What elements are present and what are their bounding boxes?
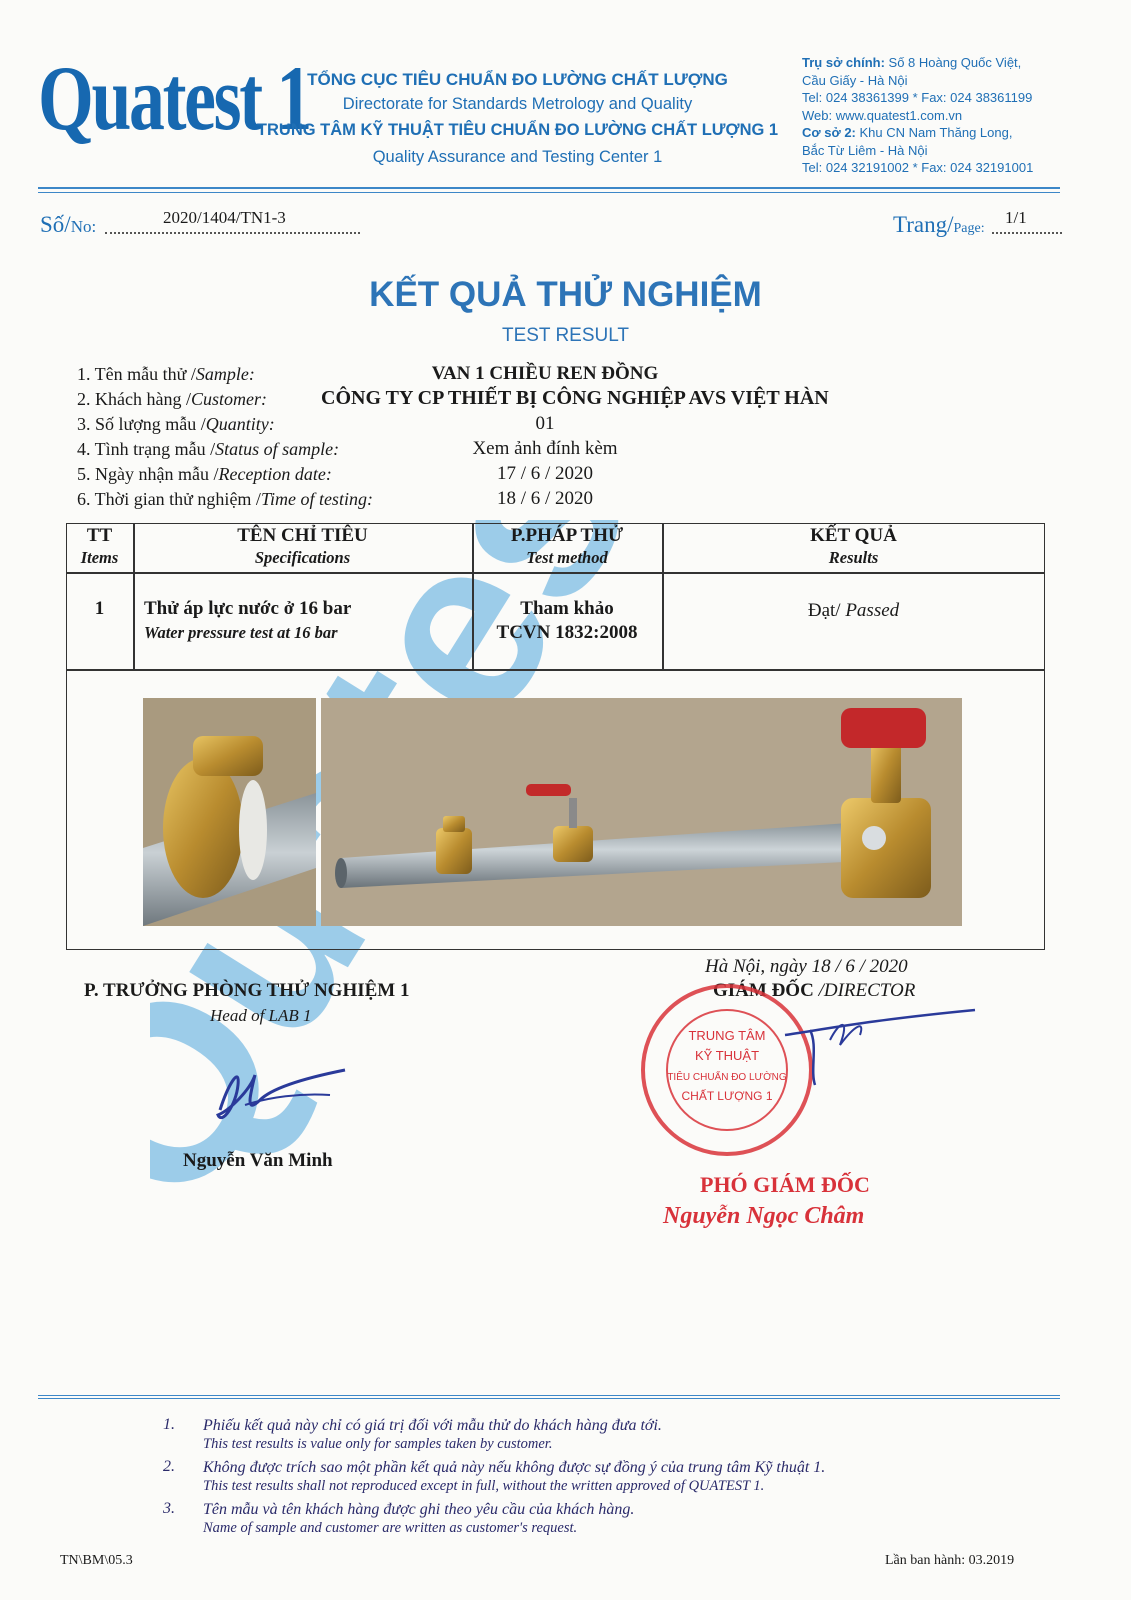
footer-divider-thin bbox=[38, 1398, 1060, 1399]
table-header-method: P.PHÁP THỬ Test method bbox=[510, 525, 624, 567]
sample-photo-assembly bbox=[321, 698, 962, 926]
doc-number: 2020/1404/TN1-3 bbox=[163, 208, 286, 227]
hq-label: Trụ sở chính: bbox=[802, 55, 885, 70]
info-label-sample: 1. Tên mẫu thử /Sample: bbox=[77, 364, 255, 384]
svg-text:TIÊU CHUẨN ĐO LƯỜNG: TIÊU CHUẨN ĐO LƯỜNG bbox=[667, 1072, 787, 1083]
footer-divider bbox=[38, 1395, 1060, 1396]
table-header-specifications: TÊN CHỈ TIÊU Specifications bbox=[237, 525, 368, 567]
info-value-status: Xem ảnh đính kèm bbox=[472, 438, 618, 459]
center-name-vi: TRUNG TÂM KỸ THUẬT TIÊU CHUẨN ĐO LƯỜNG CHẤT LƯỢNG 1 bbox=[256, 121, 779, 139]
director-signature bbox=[780, 990, 980, 1090]
info-label-reception: 5. Ngày nhận mẫu /Reception date: bbox=[77, 464, 332, 484]
lab-head-title: P. TRƯỞNG PHÒNG THỬ NGHIỆM 1 bbox=[84, 980, 410, 1001]
hq-addr-line2: Cầu Giấy - Hà Nội bbox=[802, 72, 908, 88]
table-cell-spec-en: Water pressure test at 16 bar bbox=[144, 623, 338, 642]
note-item: Tên mẫu và tên khách hàng được ghi theo yêu cầu của khách hàng. Name of sample and customer are written as customer's request. bbox=[203, 1501, 635, 1536]
website: Web: www.quatest1.com.vn bbox=[802, 107, 963, 123]
branch-addr-line1: Khu CN Nam Thăng Long, bbox=[855, 125, 1013, 140]
note-number: 3. bbox=[163, 1500, 175, 1517]
svg-text:TRUNG TÂM: TRUNG TÂM bbox=[688, 1028, 766, 1043]
table-cell-method: Tham khảo TCVN 1832:2008 bbox=[496, 598, 638, 643]
table-header-items: TT Items bbox=[80, 525, 119, 567]
info-value-testing: 18 / 6 / 2020 bbox=[496, 488, 594, 509]
signature-date: Hà Nội, ngày 18 / 6 / 2020 bbox=[705, 956, 908, 977]
issue-date: Lần ban hành: 03.2019 bbox=[885, 1553, 1015, 1568]
info-value-reception: 17 / 6 / 2020 bbox=[496, 463, 594, 484]
sample-photo-closeup bbox=[143, 698, 316, 926]
page-number: 1/1 bbox=[1005, 208, 1027, 227]
table-header-results: KẾT QUẢ Results bbox=[810, 525, 897, 567]
svg-text:CHẤT LƯỢNG 1: CHẤT LƯỢNG 1 bbox=[681, 1089, 773, 1103]
info-value-customer: CÔNG TY CP THIẾT BỊ CÔNG NGHIỆP AVS VIỆT HÀN bbox=[321, 387, 829, 409]
deputy-director-name: Nguyễn Ngọc Châm bbox=[663, 1203, 865, 1229]
org-name-vi: TỔNG CỤC TIÊU CHUẨN ĐO LƯỜNG CHẤT LƯỢNG bbox=[307, 70, 728, 89]
hq-address bbox=[802, 54, 1131, 177]
table-cell-spec-vi: Thử áp lực nước ở 16 bar bbox=[144, 598, 352, 619]
info-label-quantity: 3. Số lượng mẫu /Quantity: bbox=[77, 414, 275, 434]
note-item: Không được trích sao một phần kết quả này nếu không được sự đồng ý của trung tâm Kỹ thuật 1. This test results shall not reproduced except in full, without the written approved of QUATEST 1. bbox=[203, 1459, 826, 1494]
quatest-logo: Quatest 1 bbox=[38, 47, 310, 149]
deputy-director-title: PHÓ GIÁM ĐỐC bbox=[700, 1172, 870, 1197]
lab-head-name: Nguyễn Văn Minh bbox=[183, 1150, 333, 1171]
header-divider-thin bbox=[38, 192, 1060, 193]
document-subtitle: TEST RESULT bbox=[501, 325, 630, 346]
note-item: Phiếu kết quả này chỉ có giá trị đối với mẫu thử do khách hàng đưa tới. This test results is value only for samples taken by customer. bbox=[203, 1417, 662, 1452]
svg-text:KỸ THUẬT: KỸ THUẬT bbox=[694, 1048, 760, 1063]
document-title: KẾT QUẢ THỬ NGHIỆM bbox=[369, 275, 762, 314]
note-number: 2. bbox=[163, 1458, 175, 1475]
lab-head-title-en: Head of LAB 1 bbox=[210, 1006, 312, 1025]
doc-number-dots bbox=[105, 232, 360, 234]
doc-number-label: Số/No: bbox=[40, 212, 97, 237]
lab-head-signature bbox=[200, 1055, 350, 1130]
director-title: GIÁM ĐỐC /DIRECTOR bbox=[713, 980, 916, 1001]
page-dots bbox=[992, 232, 1062, 234]
hq-phone: Tel: 024 38361399 * Fax: 024 38361199 bbox=[802, 90, 1033, 105]
info-label-testing: 6. Thời gian thử nghiệm /Time of testing: bbox=[77, 489, 373, 509]
branch-label: Cơ sở 2: bbox=[802, 125, 856, 140]
branch-phone: Tel: 024 32191002 * Fax: 024 32191001 bbox=[802, 160, 1034, 175]
hq-addr-line1: Số 8 Hoàng Quốc Việt, bbox=[884, 55, 1022, 70]
org-name-en: Directorate for Standards Metrology and Quality bbox=[342, 95, 693, 113]
table-header-divider bbox=[66, 572, 1045, 574]
table-row-divider bbox=[66, 669, 1045, 671]
page-label: Trang/Page: bbox=[893, 212, 985, 237]
info-value-sample: VAN 1 CHIỀU REN ĐỒNG bbox=[431, 363, 659, 384]
form-code: TN\BM\05.3 bbox=[60, 1553, 133, 1568]
table-cell-item: 1 bbox=[94, 598, 105, 619]
table-cell-result: Đạt/ Passed bbox=[807, 600, 900, 621]
note-number: 1. bbox=[163, 1416, 175, 1433]
info-label-customer: 2. Khách hàng /Customer: bbox=[77, 389, 267, 409]
branch-addr-line2: Bắc Từ Liêm - Hà Nội bbox=[802, 142, 928, 158]
info-label-status: 4. Tình trạng mẫu /Status of sample: bbox=[77, 439, 340, 459]
center-name-en: Quality Assurance and Testing Center 1 bbox=[372, 148, 663, 166]
header-divider bbox=[38, 187, 1060, 189]
info-value-quantity: 01 bbox=[535, 413, 555, 434]
